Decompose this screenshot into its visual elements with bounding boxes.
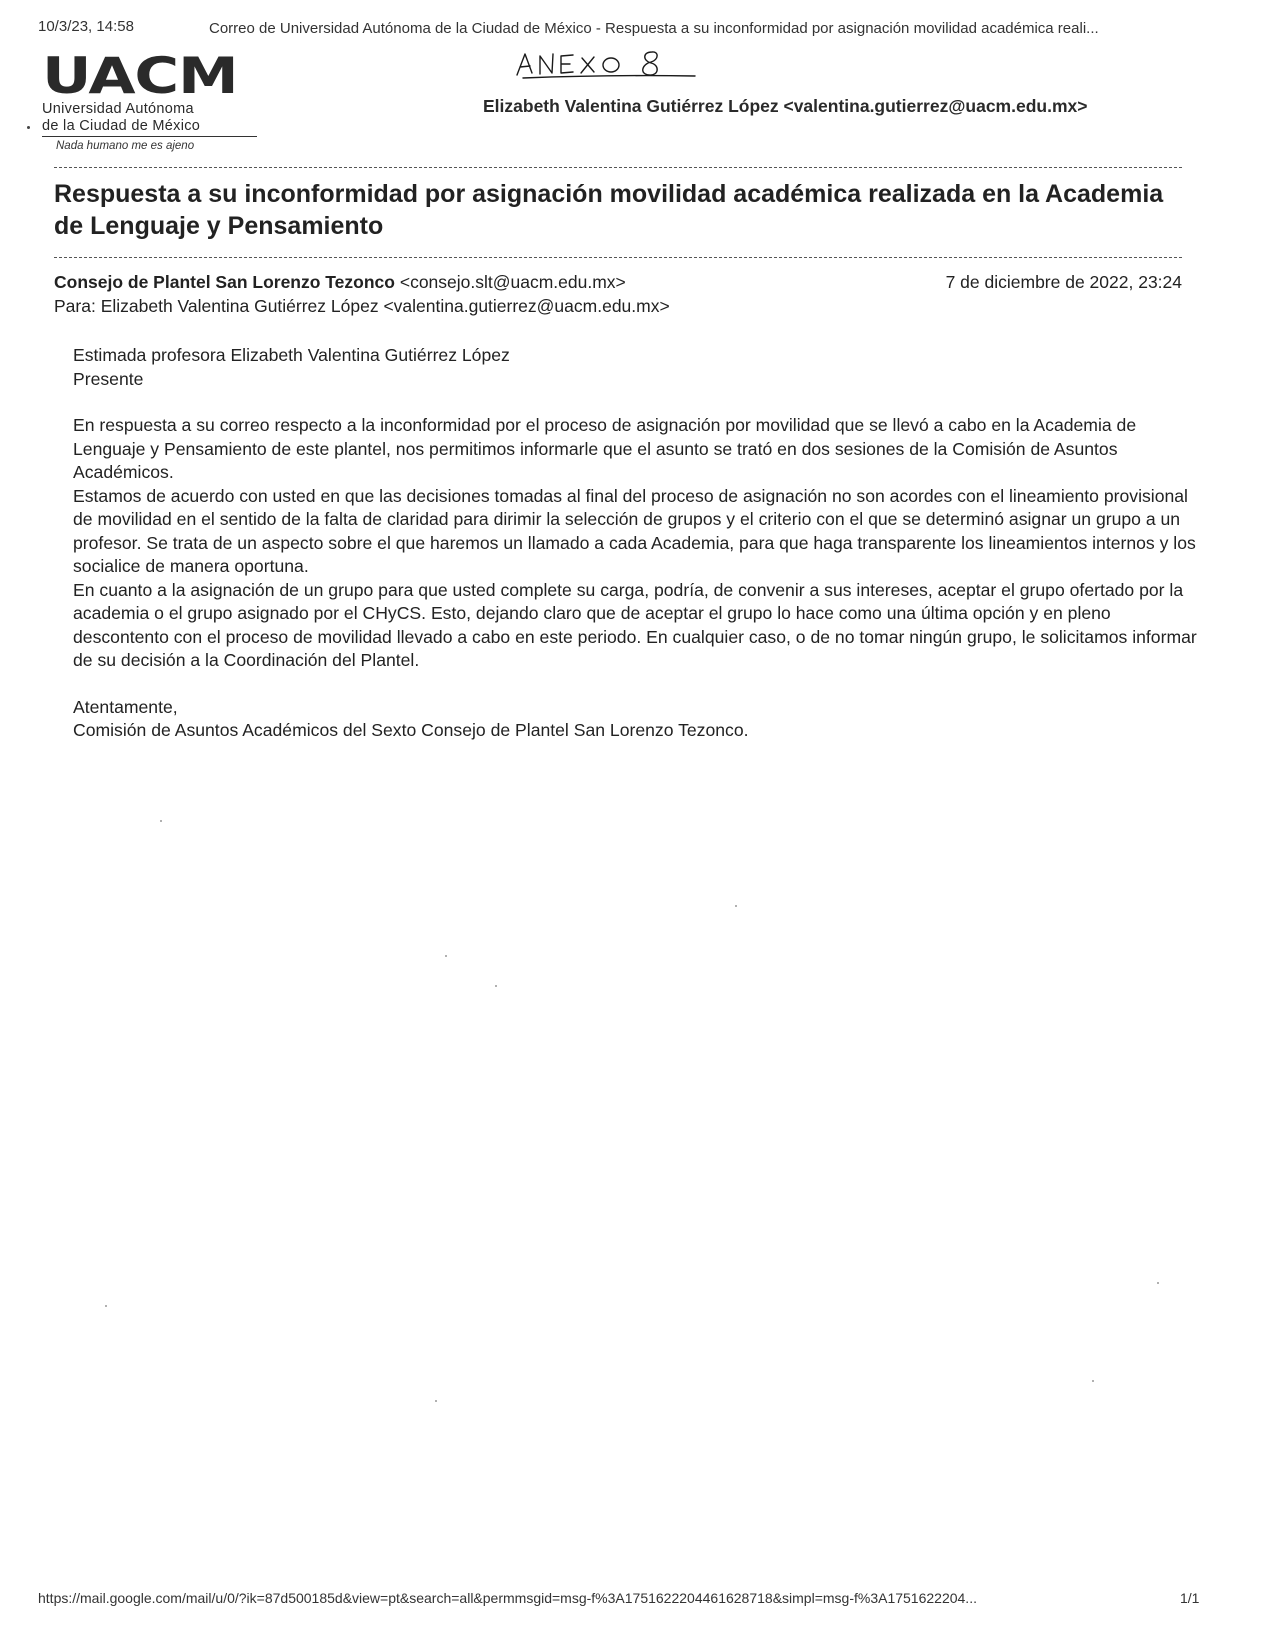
sender-address: <consejo.slt@uacm.edu.mx> bbox=[399, 272, 626, 292]
print-window-title: Correo de Universidad Autónoma de la Ciudad de México - Respuesta a su inconformidad por asignación movilidad académica reali... bbox=[209, 20, 1099, 37]
divider-bottom bbox=[54, 257, 1182, 258]
handwritten-annex-label bbox=[515, 48, 715, 82]
scan-speck bbox=[160, 820, 162, 822]
logo-motto: Nada humano me es ajeno bbox=[56, 140, 195, 152]
sender-line bbox=[54, 272, 626, 293]
print-datetime: 10/3/23, 14:58 bbox=[38, 18, 134, 35]
sender-name: Consejo de Plantel San Lorenzo Tezonco bbox=[54, 272, 395, 292]
recipient-line: Para: Elizabeth Valentina Gutiérrez López <valentina.gutierrez@uacm.edu.mx> bbox=[54, 296, 670, 316]
email-paragraph-3: En cuanto a la asignación de un grupo para que usted complete su carga, podría, de convenir a sus intereses, aceptar el grupo ofertado por la academia o el grupo asignado por el CHyCS. Esto, dejando claro que de aceptar el grupo lo hace como una última opción y en pleno descontento con el proceso de movilidad llevado a cabo en este periodo. En cualquier caso, o de no tomar ningún grupo, le solicitamos informar de su decisión a la Coordinación del Plantel. bbox=[73, 579, 1197, 670]
email-paragraph-1: En respuesta a su correo respecto a la inconformidad por el proceso de asignación por movilidad que se llevó a cabo en la Academia de Lenguaje y Pensamiento de este plantel, nos permitimos informarle que el asunto se trató en dos sesiones de la Comisión de Asuntos Académicos. bbox=[73, 415, 1137, 482]
account-header: Elizabeth Valentina Gutiérrez López <valentina.gutierrez@uacm.edu.mx> bbox=[483, 96, 1088, 116]
email-closing: Atentamente, bbox=[73, 696, 178, 717]
logo-university-line1: Universidad Autónoma bbox=[42, 101, 194, 117]
scan-speck bbox=[1092, 1380, 1094, 1382]
email-greeting: Estimada profesora Elizabeth Valentina Gutiérrez López bbox=[73, 345, 510, 365]
email-paragraph-2: Estamos de acuerdo con usted en que las decisiones tomadas al final del proceso de asignación no son acordes con el lineamiento provisional de movilidad en el sentido de la falta de claridad para dirimir la selección de grupos y el criterio con el que se determinó asignar un grupo a un profesor. Se trata de un aspecto sobre el que haremos un llamado a cada Academia, para que haga transparente los lineamientos internos y los socialice de manera oportuna. bbox=[73, 485, 1196, 576]
email-date: 7 de diciembre de 2022, 23:24 bbox=[945, 272, 1182, 292]
logo-wordmark: UACM bbox=[42, 47, 238, 105]
logo-underline bbox=[42, 136, 257, 137]
email-greeting-2: Presente bbox=[73, 368, 144, 389]
email-body bbox=[73, 344, 1203, 743]
scan-speck bbox=[435, 1400, 437, 1402]
email-signature: Comisión de Asuntos Académicos del Sexto Consejo de Plantel San Lorenzo Tezonco. bbox=[73, 720, 749, 740]
scan-speck bbox=[27, 126, 30, 129]
divider-top bbox=[54, 167, 1182, 168]
scan-speck bbox=[105, 1305, 107, 1307]
scan-speck bbox=[1157, 1282, 1159, 1284]
uacm-logo bbox=[42, 47, 272, 157]
scan-speck bbox=[495, 985, 497, 987]
handwritten-annex-svg bbox=[515, 48, 715, 82]
email-subject: Respuesta a su inconformidad por asignación movilidad académica realizada en la Academia de Lenguaje y Pensamiento bbox=[54, 180, 1164, 240]
print-page-number: 1/1 bbox=[1180, 1590, 1200, 1606]
scan-speck bbox=[735, 905, 737, 907]
scan-speck bbox=[445, 955, 447, 957]
logo-university-line2: de la Ciudad de México bbox=[42, 118, 201, 134]
print-footer-url: https://mail.google.com/mail/u/0/?ik=87d500185d&view=pt&search=all&permmsgid=msg-f%3A1751622204461628718&simpl=msg-f%3A1751622204... bbox=[38, 1590, 977, 1606]
